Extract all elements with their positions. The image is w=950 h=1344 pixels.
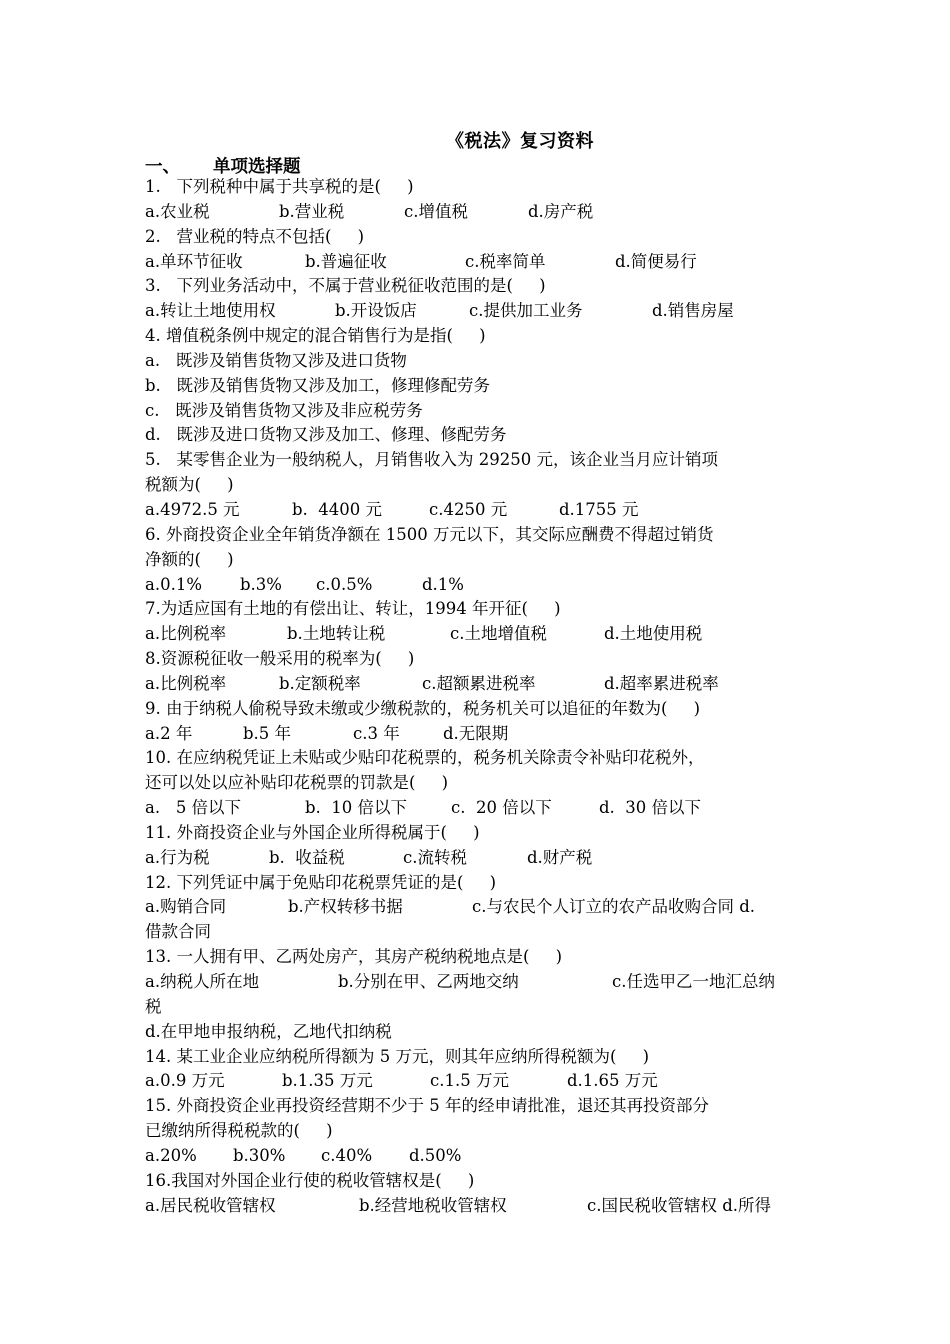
answer-option: a.比例税率 — [145, 673, 227, 693]
answer-option: b.1.35 万元 — [282, 1071, 373, 1091]
question-text: d.在甲地申报纳税，乙地代扣纳税 — [145, 1021, 392, 1041]
answer-option: a.20% — [145, 1145, 197, 1165]
question-text: 净额的( ) — [145, 549, 234, 569]
question-text: c. 既涉及销售货物又涉及非应税劳务 — [145, 400, 423, 420]
answer-options — [145, 622, 810, 647]
answer-option: b.分别在甲、乙两地交纳 — [338, 972, 519, 991]
question-text: d. 既涉及进口货物又涉及加工、修理、修配劳务 — [145, 425, 507, 445]
question-text: 4. 增值税条例中规定的混合销售行为是指( ) — [145, 326, 486, 346]
answer-option: b. 收益税 — [269, 847, 345, 867]
question-text: 2. 营业税的特点不包括( ) — [145, 226, 365, 246]
answer-options — [145, 1144, 810, 1169]
answer-option: c.超额累进税率 — [422, 673, 536, 693]
answer-option: c. 20 倍以下 — [451, 798, 552, 818]
answer-option: b.定额税率 — [279, 673, 361, 693]
answer-option: c.4250 元 — [429, 499, 508, 519]
answer-option: a.纳税人所在地 — [145, 972, 260, 991]
question-text: 11. 外商投资企业与外国企业所得税属于( ) — [145, 822, 480, 842]
answer-options — [145, 498, 810, 523]
answer-option: a.4972.5 元 — [145, 499, 240, 519]
answer-options — [145, 200, 810, 225]
answer-options — [145, 299, 810, 324]
question-list — [145, 175, 810, 1218]
answer-option: d.房产税 — [528, 201, 594, 221]
answer-option: d.1.65 万元 — [567, 1071, 658, 1091]
answer-option: c.增值税 — [404, 201, 468, 221]
answer-option: b.营业税 — [279, 201, 345, 221]
question-text: 14. 某工业企业应纳税所得额为 5 万元，则其年应纳所得税额为( ) — [145, 1046, 650, 1066]
answer-option: c.国民税收管辖权 d.所得 — [587, 1195, 772, 1215]
question-text: 还可以处以应补贴印花税票的罚款是( ) — [145, 773, 449, 793]
section-label: 单项选择题 — [213, 157, 301, 177]
question-text: 15. 外商投资企业再投资经营期不少于 5 年的经申请批准，退还其再投资部分 — [145, 1096, 709, 1116]
answer-option: a.居民税收管辖权 — [145, 1195, 276, 1215]
answer-option: d.财产税 — [527, 847, 593, 867]
answer-option: a.行为税 — [145, 847, 210, 867]
answer-options — [145, 846, 810, 871]
answer-options — [145, 250, 810, 275]
answer-options — [145, 722, 810, 747]
answer-option: d.销售房屋 — [652, 301, 734, 321]
answer-option: b.普遍征收 — [305, 251, 387, 271]
answer-option: c.任选甲乙一地汇总纳 — [612, 972, 775, 991]
answer-option: c.提供加工业务 — [469, 301, 583, 321]
answer-option: a.0.9 万元 — [145, 1071, 225, 1091]
question-text: 9. 由于纳税人偷税导致未缴或少缴税款的，税务机关可以追征的年数为( ) — [145, 698, 701, 718]
question-text: 税额为( ) — [145, 475, 234, 495]
answer-options — [145, 1069, 810, 1094]
answer-option: d.超率累进税率 — [604, 673, 719, 693]
answer-options — [145, 1194, 810, 1219]
answer-option: a.0.1% — [145, 574, 203, 594]
answer-option: c.1.5 万元 — [430, 1071, 509, 1091]
answer-options — [145, 573, 810, 598]
answer-option: c.40% — [321, 1145, 373, 1165]
question-text: 6. 外商投资企业全年销货净额在 1500 万元以下，其交际应酬费不得超过销货 — [145, 524, 714, 544]
question-text: 已缴纳所得税税款的( ) — [145, 1121, 333, 1141]
answer-option: c.土地增值税 — [450, 624, 547, 644]
question-text: 12. 下列凭证中属于免贴印花税票凭证的是( ) — [145, 872, 497, 892]
answer-option: b.5 年 — [243, 723, 292, 743]
answer-option: a.农业税 — [145, 201, 210, 221]
answer-option: a.购销合同 — [145, 897, 227, 917]
answer-option: c.0.5% — [316, 574, 373, 594]
answer-option: b.30% — [233, 1145, 286, 1165]
question-text: 7.为适应国有土地的有偿出让、转让，1994 年开征( ) — [145, 599, 561, 619]
answer-option: a.单环节征收 — [145, 251, 243, 271]
answer-option: d.无限期 — [443, 723, 509, 743]
answer-option: d.1% — [422, 574, 464, 594]
title-text: 《税法》复习资料 — [446, 131, 594, 152]
question-text: 13. 一人拥有甲、乙两处房产，其房产税纳税地点是( ) — [145, 947, 563, 967]
question-text: 10. 在应纳税凭证上未贴或少贴印花税票的，税务机关除责令补贴印花税外， — [145, 748, 705, 768]
question-text: 8.资源税征收一般采用的税率为( ) — [145, 649, 415, 669]
answer-options — [145, 672, 810, 697]
section-number: 一、 — [145, 157, 180, 177]
question-text: 1. 下列税种中属于共享税的是( ) — [145, 177, 414, 196]
answer-option: d.1755 元 — [559, 499, 639, 519]
answer-option: b.3% — [240, 574, 282, 594]
question-text: 借款合同 — [145, 922, 211, 942]
answer-option: c.3 年 — [353, 723, 400, 743]
answer-option: c.与农民个人订立的农产品收购合同 d. — [472, 897, 756, 917]
answer-options — [145, 796, 810, 821]
answer-option: c.流转税 — [403, 847, 467, 867]
question-text: 税 — [145, 996, 162, 1016]
answer-options — [145, 895, 810, 920]
answer-option: b.经营地税收管辖权 — [359, 1195, 507, 1215]
answer-option: b. 4400 元 — [292, 499, 383, 519]
document-title — [0, 127, 950, 153]
question-text: 3. 下列业务活动中，不属于营业税征收范围的是( ) — [145, 276, 546, 296]
answer-option: b.产权转移书据 — [288, 897, 403, 917]
answer-option: a.2 年 — [145, 723, 193, 743]
answer-options — [145, 970, 810, 995]
answer-option: c.税率简单 — [465, 251, 546, 271]
answer-option: d. 30 倍以下 — [599, 798, 702, 818]
answer-option: d.50% — [409, 1145, 462, 1165]
answer-option: a. 5 倍以下 — [145, 798, 242, 818]
question-text: b. 既涉及销售货物又涉及加工，修理修配劳务 — [145, 375, 491, 395]
question-text: 16.我国对外国企业行使的税收管辖权是( ) — [145, 1170, 475, 1190]
answer-option: b.土地转让税 — [287, 624, 386, 644]
answer-option: b.开设饭店 — [335, 301, 417, 321]
question-text: a. 既涉及销售货物又涉及进口货物 — [145, 350, 407, 370]
answer-option: a.转让土地使用权 — [145, 301, 276, 321]
question-text: 5. 某零售企业为一般纳税人，月销售收入为 29250 元，该企业当月应计销项 — [145, 450, 718, 470]
answer-option: a.比例税率 — [145, 624, 227, 644]
answer-option: d.土地使用税 — [604, 624, 703, 644]
answer-option: b. 10 倍以下 — [305, 798, 408, 818]
answer-option: d.简便易行 — [615, 251, 697, 271]
